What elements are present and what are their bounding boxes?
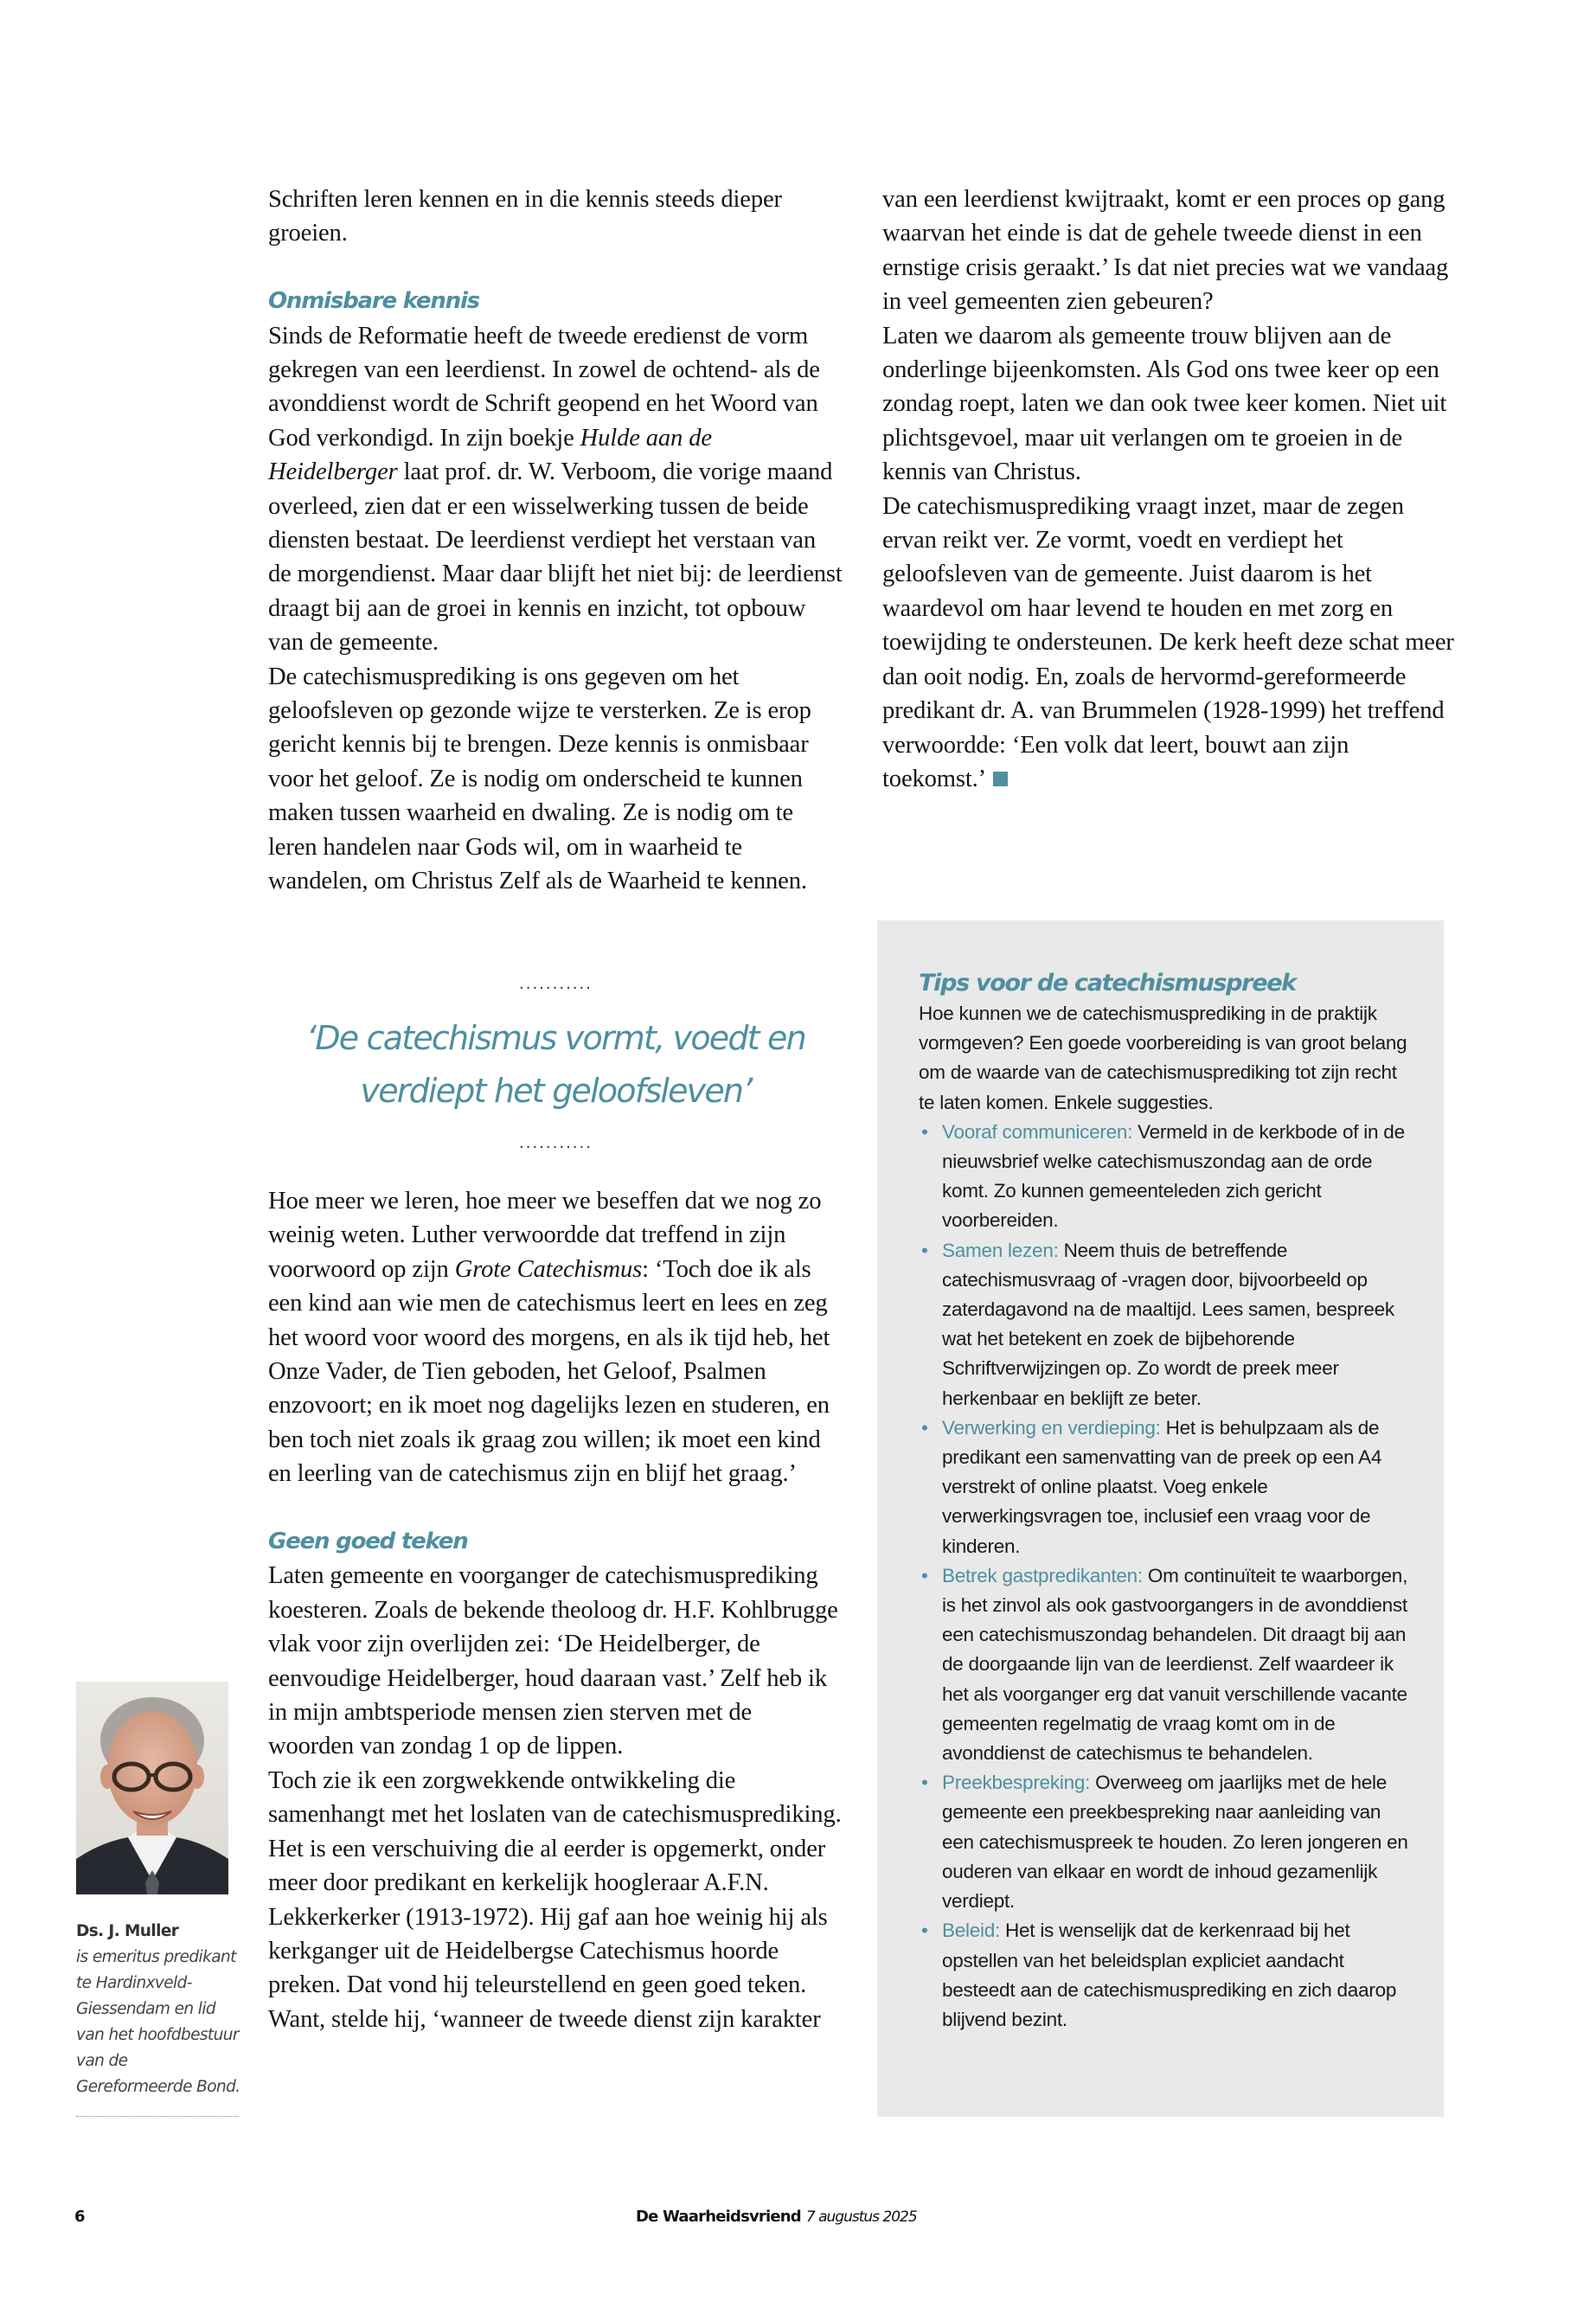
tips-item-text: Vermeld in de kerkbode of in de nieuwsbrief welke catechismuszondag aan de orde komt. Zo kunnen gemeenteleden zich gericht voorbereiden. — [942, 1120, 1405, 1232]
text-run: Laten we daarom als gemeente trouw blijven aan de onderlinge bijeenkomsten. Als God ons twee keer op een zondag roept, laten we dan ook twee keer komen. Niet uit plichtsgevoel, maar uit verlangen om te groeien in de kennis van Christus. — [882, 322, 1447, 486]
tips-list — [919, 1118, 1409, 2035]
text-run: De catechismusprediking is ons gegeven om het geloofsleven op gezonde wijze te versterken. Ze is erop gericht kennis bij te brengen. Deze kennis is onmisbaar voor het geloof. Ze is nodig om onderscheid te kunnen maken tussen waarheid en dwaling. Ze is nodig om te leren handelen naar Gods wil, om in waarheid te wandelen, om Christus Zelf als de Waarheid te kennen. — [268, 663, 811, 895]
tips-list-item — [919, 1916, 1409, 2035]
tips-list-item — [919, 1413, 1409, 1561]
bullet-icon: • — [921, 1564, 928, 1586]
tips-item-text: Om continuïteit te waarborgen, is het zinvol als ook gastvoorgangers in de avonddienst een catechismuszondag behandelen. Dit draagt bij aan de doorgaande lijn van de leerdienst. Zelf waardeer ik het als voorganger erg dat vanuit verschillende vacante gemeenten regelmatig de vraag komt om in de avonddienst de catechismus te behandelen. — [942, 1564, 1408, 1765]
author-divider — [76, 2116, 239, 2117]
tips-item-label: Beleid: — [942, 1920, 1001, 1942]
tips-item-label: Samen lezen: — [942, 1239, 1059, 1261]
paragraph — [268, 319, 843, 660]
magazine-name: De Waarheidsvriend — [636, 2208, 801, 2226]
article-column-left — [268, 183, 843, 899]
tips-list-item — [919, 1561, 1409, 1768]
tips-list-item — [919, 1118, 1409, 1236]
tips-item-text: Neem thuis de betreffende catechismusvraag of -vragen door, bijvoorbeeld op zaterdagavond na de maaltijd. Lees samen, bespreek wat het betekent en zoek de bijbehorende Schriftverwijzingen op. Zo wordt de preek meer herkenbaar en beklijft ze beter. — [942, 1239, 1394, 1409]
paragraph — [268, 1184, 843, 1491]
tips-list-item — [919, 1768, 1409, 1916]
italic-title: Hulde aan de Heidelberger — [268, 424, 712, 486]
section-heading: Geen goed teken — [268, 1529, 468, 1555]
paragraph — [268, 183, 843, 251]
paragraph — [882, 490, 1458, 797]
tips-item-label: Verwerking en verdieping: — [942, 1416, 1161, 1439]
pull-quote — [268, 976, 843, 1152]
paragraph — [268, 660, 843, 899]
bullet-icon: • — [921, 1120, 928, 1143]
paragraph — [268, 1764, 843, 2036]
author-name: Ds. J. Muller — [76, 1922, 179, 1940]
author-bio: is emeritus predikant te Hardinxveld-Giessendam en lid van het hoofdbestuur van de Gereformeerde Bond. — [76, 1948, 240, 2096]
pull-quote-text: ‘De catechismus vormt, voedt en verdiept het geloofsleven’ — [306, 1019, 805, 1110]
tips-intro: Hoe kunnen we de catechismusprediking in de praktijk vormgeven? Een goede voorbereiding is van groot belang om de waarde van de catechismusprediking tot zijn recht te laten komen. Enkele suggesties. — [919, 1003, 1407, 1113]
text-run: De catechismusprediking vraagt inzet, maar de zegen ervan reikt ver. Ze vormt, voedt en verdiept het geloofsleven van de gemeente. Juist daarom is het waardevol om haar levend te houden en met zorg en toewijding te ondersteunen. De kerk heeft deze schat meer dan ooit nodig. En, zoals de hervormd-gereformeerde predikant dr. A. van Brummelen (1928-1999) het treffend verwoordde: ‘Een volk dat leert, bouwt aan zijn toekomst.’ — [882, 492, 1454, 792]
article-end-square-icon — [993, 772, 1008, 786]
bullet-icon: • — [921, 1920, 928, 1942]
author-portrait-icon — [76, 1682, 228, 1894]
tips-item-text: Het is wenselijk dat de kerkenraad bij het opstellen van het beleidsplan expliciet aandacht besteedt aan de catechismusprediking en zich daarop blijvend bezint. — [942, 1920, 1397, 2030]
paragraph — [882, 319, 1458, 490]
paragraph — [882, 183, 1458, 319]
tips-list-item — [919, 1236, 1409, 1413]
paragraph-spacer — [268, 1491, 843, 1525]
text-run: Hoe meer we leren, hoe meer we beseffen dat we nog zo weinig weten. Luther verwoordde dat treffend in zijn voorwoord op zijn — [268, 1188, 822, 1283]
tips-item-label: Preekbespreking: — [942, 1772, 1091, 1794]
bullet-icon: • — [921, 1239, 928, 1261]
tips-item-label: Vooraf communiceren: — [942, 1120, 1133, 1143]
text-run: laat prof. dr. W. Verboom, die vorige maand overleed, zien dat er een wisselwerking tussen de beide diensten bestaat. De leerdienst verdiept het verstaan van de morgendienst. Maar daar blijft het niet bij: de leerdienst draagt bij aan de groei in kennis en inzicht, tot opbouw van de gemeente. — [268, 458, 843, 657]
paragraph-spacer — [268, 251, 843, 285]
paragraph — [268, 1559, 843, 1763]
pull-quote-divider-top: ........... — [519, 975, 593, 993]
footer-publication — [636, 2207, 917, 2227]
italic-title: Grote Catechismus — [454, 1255, 643, 1283]
article-column-left-continued — [268, 1184, 843, 2036]
issue-date: 7 augustus 2025 — [805, 2208, 917, 2226]
pull-quote-divider-bottom: ........... — [519, 1134, 593, 1152]
bullet-icon: • — [921, 1416, 928, 1439]
text-run: Schriften leren kennen en in die kennis steeds dieper groeien. — [268, 186, 782, 247]
bullet-icon: • — [921, 1772, 928, 1794]
tips-box — [877, 920, 1444, 2117]
author-photo — [76, 1682, 228, 1894]
tips-item-label: Betrek gastpredikanten: — [942, 1564, 1143, 1586]
text-run: Toch zie ik een zorgwekkende ontwikkeling die samenhangt met het loslaten van de catechismusprediking. Het is een verschuiving die al eerder is opgemerkt, onder meer door predikant en kerkelijk hoogleraar A.F.N. Lekkerkerker (1913-1972). Hij gaf aan hoe weinig hij als kerkganger uit de Heidelbergse Catechismus hoorde preken. Dat vond hij teleurstellend en geen goed teken. Want, stelde hij, ‘wanneer de tweede dienst zijn karakter — [268, 1766, 842, 2033]
text-run: Laten gemeente en voorganger de catechismusprediking koesteren. Zoals de bekende theoloog dr. H.F. Kohlbrugge vlak voor zijn overlijden zei: ‘De Heidelberger, de eenvoudige Heidelberger, houd daaraan vast.’ Zelf heb ik in mijn ambtsperiode mensen zien sterven met de woorden van zondag 1 op de lippen. — [268, 1562, 838, 1760]
tips-item-text: Overweeg om jaarlijks met de hele gemeente een preekbespreking naar aanleiding van een catechismuspreek te houden. Zo leren jongeren en ouderen van elkaar en wordt de inhoud gezamenlijk verdiept. — [942, 1772, 1408, 1913]
text-run: : ‘Toch doe ik als een kind aan wie men de catechismus leert en lees en zeg het woord voor woord des morgens, en als ik tijd heb, het Onze Vader, de Tien geboden, het Geloof, Psalmen enzovoort; en ik moet nog dagelijks lezen en studeren, en ben toch niet zoals ik graag zou willen; ik moet een kind en leerling van de catechismus zijn en blijf het graag.’ — [268, 1255, 830, 1488]
page-number: 6 — [74, 2208, 86, 2226]
article-column-right — [882, 183, 1458, 796]
tips-item-text: Het is behulpzaam als de predikant een samenvatting van de preek op een A4 verstrekt of online plaatst. Voeg enkele verwerkingsvragen toe, inclusief een vraag voor de kinderen. — [942, 1416, 1382, 1557]
text-run: van een leerdienst kwijtraakt, komt er een proces op gang waarvan het einde is dat de gehele tweede dienst in een ernstige crisis geraakt.’ Is dat niet precies wat we vandaag in veel gemeenten zien gebeuren? — [882, 186, 1449, 316]
tips-title: Tips voor de catechismuspreek — [919, 970, 1296, 997]
section-heading: Onmisbare kennis — [268, 288, 479, 315]
text-run: Sinds de Reformatie heeft de tweede eredienst de vorm gekregen van een leerdienst. In zowel de ochtend- als de avonddienst wordt de Schrift geopend en het Woord van God verkondigd. In zijn boekje — [268, 322, 820, 452]
author-caption — [76, 1919, 240, 2100]
